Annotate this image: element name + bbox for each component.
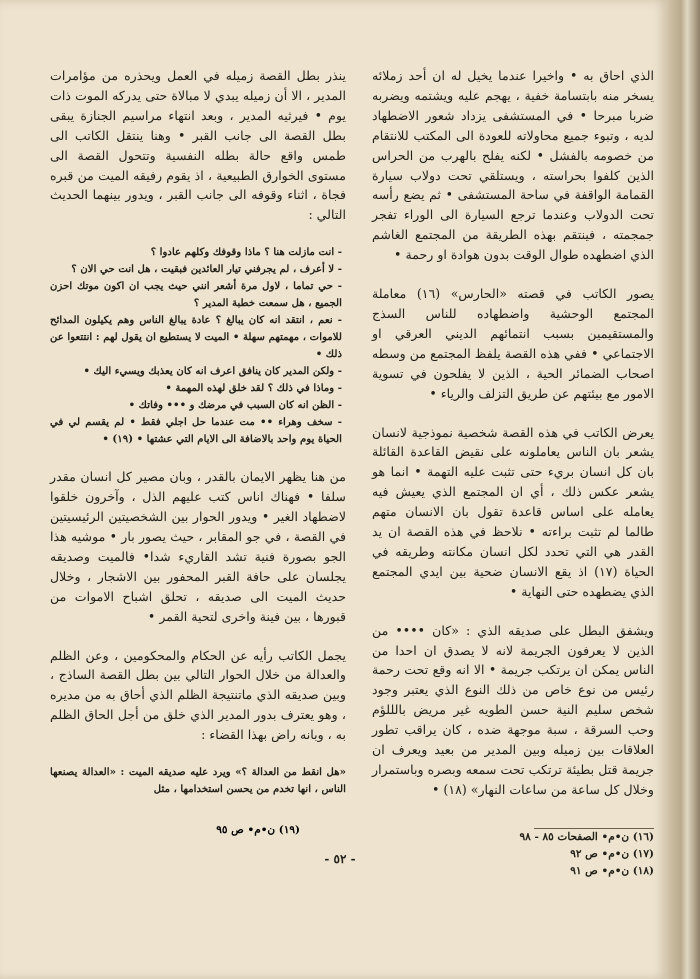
- dialogue-line: - نعم ، انتقد انه كان يبالغ ؟ عادة يبالغ الناس وهم يكيلون المدائح للاموات ، مهمتهم سهلة • الميت لا يستطيع ان يقول لهم : انتتعوا عن ذلك •: [50, 314, 342, 361]
- footnote: (١٦) ن•م• الصفحات ٨٥ - ٩٨: [519, 830, 654, 843]
- paragraph: ويشفق البطل على صديقه الذي : «كان •••• من الذين لا يعرفون الجريمة لانه لا يصدق ان احدا من الناس يمكن ان يرتكب جريمة • الا انه وقع تحت رحمة رئيس من نوع خاص من ذلك النوع الذي يعتبر وجود شخص سليم النية حسن الطويه غير مريض بالللؤم وحب السرقة ، سبة موجهة ضده ، كان يراقب تطور العلاقات بين زميله وبين المدير من بعيد ويعرف ان جريمة قتل بطيئة ترتكب تحت سمعه وبصره وباستمرار وخلال كل ساعة من ساعات النهار» (١٨) •: [372, 622, 654, 797]
- footnote: (١٨) ن•م• ص ٩١: [570, 864, 654, 877]
- paragraph: يصور الكاتب في قصته «الحارس» (١٦) معاملة المجتمع الوحشية واضطهاده للناس السذج والمستقيمين بسبب انتمائهم الديني العرقي او الاجتماعي • ففي هذه القصة يلفظ المجتمع من وسطه اصحاب الضمائر الحية ، الذين لا يفلحون في تسوية الامور مع بيئتهم عن طريق التزلف والرياء •: [372, 286, 654, 401]
- paragraph: ينذر بطل القصة زميله في العمل ويحذره من مؤامرات المدير ، الا أن زميله يبدي لا مبالاة حتى يدركه الموت ذات يوم • فيرثيه المدير ، وبعد انتهاء مراسيم الجنازة يبقى بطل القصة الى جانب القبر • وهنا ينتقل الكاتب الى طمس واقع حالة بطله النفسية وتتحول القصة الى مستوى الخوارق الطبيعية ، اذ يقوم رفيقه الميت من قبره فجاة ، اثناء وقوفه الى جانب القبر ، ويدور بينهما الحديث التالي :: [50, 68, 346, 223]
- paragraph: من هنا يظهر الايمان بالقدر ، وبان مصير كل انسان مقدر سلفا • فهناك اناس كتب عليهم الذل ، وآخرون خلقوا لاضطهاد الغير • ويدور الحوار بين الشخصيتين الرئيسيتين في القصة ، في جو المقابر ، حيث يصور بار • موشيه هذا الجو بصورة فنية تشد القاريء شدا• فالميت وصديقه يجلسان على حافة القبر المحفور بين الاشجار ، وخلال حديث الميت الى صديقه ، تحلق اشباح الاموات من قبورها ، بين فينة واخرى لتحية القمر •: [50, 469, 346, 624]
- book-page-edge: [668, 0, 700, 979]
- paragraph: الذي احاق به • واخيرا عندما يخيل له ان أحد زملائه يسخر منه بابتسامة خفية ، يهجم عليه ويشتمه ويضربه ضربا مبرحا • في المستشفى يزداد شعور الاضطهاد لديه ، وتبوء جميع محاولاته للعودة الى المكتب للانتقام من خصومه بالفشل • لكنه يفلح بالهرب من الحراس الذين كلفوا بحراسته ، ويستلقي تحت دولاب سيارة القمامة الواقفة في ساحة المستشفى • ثم يضع رأسه تحت الدولاب وعندما ترجع السيارة الى الوراء تفجر جمجمته ، فينتقم بهذه الطريقة من المجتمع الغاشم الذي اضطهده طوال الوقت بدون هوادة او رحمة •: [372, 68, 654, 263]
- quote-block: «هل انقط من العدالة ؟» ويرد عليه صديقه الميت : «العدالة يصنعها الناس ، انها تخدم من يحسن استخدامها ، مثل: [50, 766, 346, 796]
- paragraph: يعرض الكاتب في هذه القصة شخصية نموذجية لانسان يشعر بان الناس يعاملونه على نقيض القاعدة القائلة بان كل انسان بريء حتى تثبت عليه التهمة • انما هو يشعر عكس ذلك ، أي ان المجتمع الذي يعيش فيه يعامله على اساس قاعدة تقول بان الانسان متهم طالما لم تثبت براءته • نلاحظ في هذه القصة ان يد القدر هي التي تحدد لكل انسان مكانته وطريقه في الحياة (١٧) اذ يقع الانسان ضحية بين ايدي المجتمع الذي يضطهده حتى النهاية •: [372, 424, 654, 599]
- paragraph: يجمل الكاتب رأيه عن الحكام والمحكومين ، وعن الظلم والعدالة من خلال الحوار التالي بين بطل القصة الساذج ، وبين صديقه الذي ماتنتيجة الظلم الذي أحاق به من مديره ، وهو يعترف بدور المدير الذي خلق من أجل الحاق الظلم به ، وبانه راض بهذا القضاء :: [50, 647, 346, 743]
- dialogue-line: - انت مازلت هنا ؟ ماذا وقوفك وكلهم عادوا ؟: [150, 246, 342, 259]
- left-column: [50, 66, 346, 798]
- dialogue-line: - حي تماما ، لاول مرة أشعر انني حيث يجب ان اكون موتك احزن الجميع ، هل سمعت خطبة المدير ؟: [50, 280, 342, 310]
- dialogue-line: - وماذا في ذلك ؟ لقد خلق لهذه المهمة •: [165, 382, 342, 395]
- dialogue-line: - لا أعرف ، لم يجرفني تيار العائدين فبقيت ، هل انت حي الان ؟: [71, 263, 342, 276]
- right-column: [372, 66, 654, 880]
- dialogue-line: - الظن انه كان السبب في مرضك و ••• وفاتك •: [128, 399, 342, 412]
- page-number: - ٥٢ -: [324, 852, 356, 866]
- footnote: (١٧) ن•م• ص ٩٢: [570, 847, 654, 860]
- dialogue-block: [50, 244, 346, 448]
- footnote: (١٩) ن•م• ص ٩٥: [216, 824, 300, 836]
- dialogue-line: - سخف وهراء •• مت عندما حل اجلي فقط • لم يقسم لي في الحياة يوم واحد بالاضافة الى الايام التي عشتها • (١٩) •: [50, 416, 342, 446]
- dialogue-line: - ولكن المدير كان ينافق اعرف انه كان يعذبك ويسيء اليك •: [83, 365, 342, 378]
